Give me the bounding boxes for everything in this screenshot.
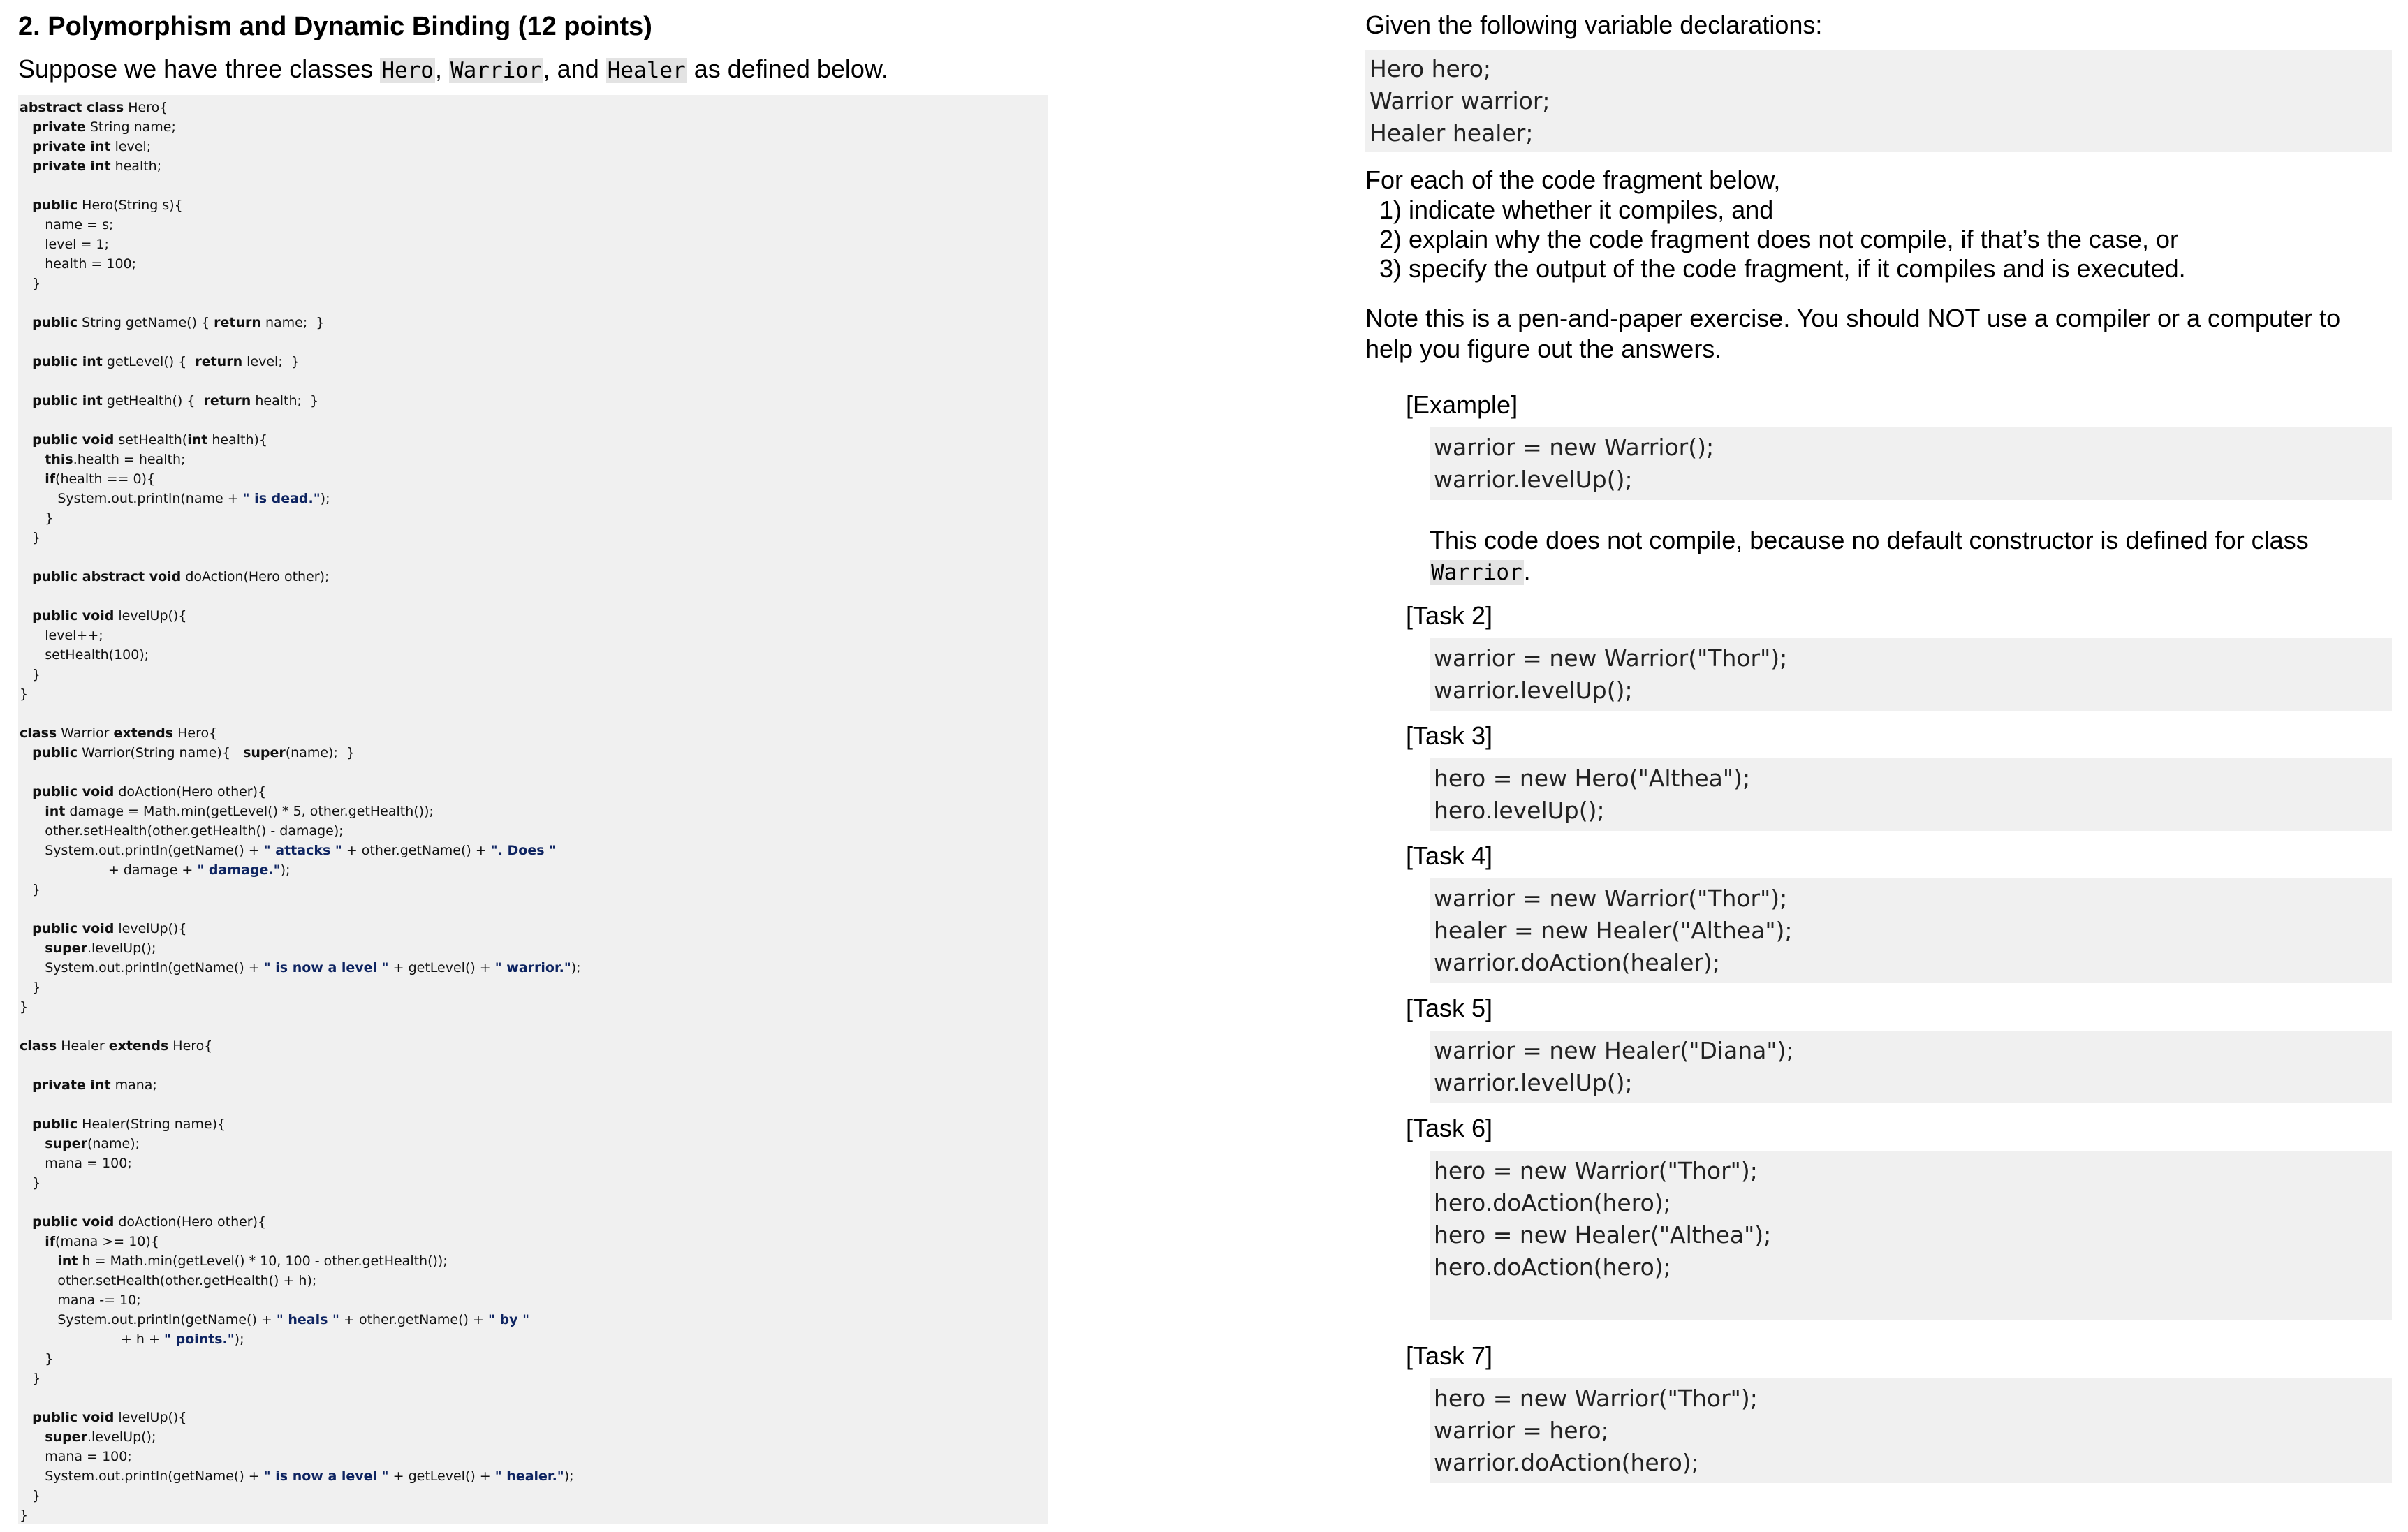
code-line — [20, 528, 1048, 547]
code-line — [20, 1290, 1048, 1310]
keyword: extends — [113, 726, 174, 741]
task-label: [Task 2] — [1406, 601, 1493, 630]
keyword: public void — [32, 1410, 115, 1425]
code-text — [20, 1234, 45, 1249]
class-healer-code: Healer — [607, 58, 686, 83]
instructions-list — [1365, 196, 2392, 283]
code-line — [20, 723, 1048, 743]
code-line — [20, 1369, 1048, 1388]
code-line — [20, 235, 1048, 254]
code-line: warrior.doAction(healer); — [1434, 949, 1720, 976]
string-literal: " heals " — [276, 1312, 339, 1327]
code-text: Healer — [57, 1038, 109, 1054]
code-line — [20, 371, 1048, 391]
code-text — [20, 1214, 32, 1230]
keyword: if — [45, 471, 56, 487]
code-text: levelUp(){ — [114, 921, 187, 936]
code-line — [20, 860, 1048, 880]
code-text: Warrior — [57, 726, 114, 741]
code-text: + h + — [20, 1332, 164, 1347]
code-text: (name); } — [285, 745, 355, 760]
code-line — [20, 1193, 1048, 1212]
string-literal: " by " — [487, 1312, 529, 1327]
code-line — [20, 626, 1048, 645]
string-literal: " warrior." — [494, 960, 571, 975]
example-answer — [1430, 525, 2392, 588]
intro-text — [18, 53, 1048, 87]
code-line: healer = new Healer("Althea"); — [1434, 917, 1793, 944]
code-line: hero.doAction(hero); — [1434, 1253, 1671, 1281]
code-text: levelUp(){ — [114, 608, 187, 624]
code-line — [20, 821, 1048, 841]
keyword: int — [57, 1253, 78, 1269]
code-text — [20, 1253, 57, 1269]
code-text: + other.getName() + — [342, 843, 491, 858]
code-line — [20, 763, 1048, 782]
code-text: } — [20, 1371, 41, 1386]
keyword: this — [45, 452, 73, 467]
code-text: ); — [571, 960, 581, 975]
code-line — [20, 1310, 1048, 1330]
string-literal: " is dead." — [242, 491, 321, 506]
keyword: int — [45, 804, 66, 819]
code-text — [20, 921, 32, 936]
code-line — [20, 782, 1048, 802]
code-text: } — [20, 1488, 41, 1503]
code-line: warrior = new Warrior("Thor"); — [1434, 885, 1788, 912]
keyword: public — [32, 745, 78, 760]
code-text — [20, 1117, 32, 1132]
keyword: private int — [32, 1077, 111, 1093]
code-line — [20, 997, 1048, 1017]
intro-post: as defined below. — [687, 54, 888, 83]
code-line — [20, 98, 1048, 117]
code-line: warrior = new Healer("Diana"); — [1434, 1037, 1794, 1064]
keyword: public void — [32, 1214, 115, 1230]
keyword: public void — [32, 784, 115, 800]
string-literal: " is now a level " — [263, 1468, 389, 1484]
code-line — [20, 880, 1048, 899]
answer-class-code: Warrior — [1431, 560, 1522, 585]
code-text: Warrior(String name){ — [78, 745, 244, 760]
code-line — [20, 1056, 1048, 1075]
code-line — [20, 606, 1048, 626]
code-line — [20, 293, 1048, 313]
code-text — [20, 354, 32, 369]
code-line — [20, 1036, 1048, 1056]
code-text: } — [20, 510, 54, 526]
instruction-item: 2) explain why the code fragment does not compile, if that’s the case, or — [1379, 225, 2178, 253]
code-text: doAction(Hero other); — [181, 569, 330, 584]
given-text: Given the following variable declarations: — [1365, 10, 1823, 39]
answer-pre: This code does not compile, because no default constructor is defined for class — [1430, 526, 2309, 554]
code-text: System.out.println(getName() + — [20, 843, 264, 858]
right-column — [1365, 10, 2392, 1493]
code-text: System.out.println(getName() + — [20, 1312, 277, 1327]
code-text: .levelUp(); — [87, 1429, 156, 1445]
code-text: Hero{ — [173, 726, 218, 741]
task-code-block — [1430, 878, 2392, 983]
keyword: class — [20, 1038, 57, 1054]
code-line — [20, 1349, 1048, 1369]
example-code-block — [1430, 427, 2392, 500]
code-line: hero = new Warrior("Thor"); — [1434, 1157, 1758, 1184]
keyword: public void — [32, 921, 115, 936]
code-text: getLevel() { — [102, 354, 196, 369]
code-line — [20, 547, 1048, 567]
code-text: Hero{ — [124, 100, 168, 115]
task-code-block — [1430, 1151, 2392, 1320]
code-text: } — [20, 1508, 29, 1523]
code-line — [20, 411, 1048, 430]
string-literal: " healer." — [494, 1468, 564, 1484]
keyword: super — [45, 1136, 87, 1151]
keyword: super — [243, 745, 286, 760]
code-text: level = 1; — [20, 237, 109, 252]
code-text — [20, 569, 32, 584]
code-text — [20, 139, 32, 154]
task-code-block — [1430, 638, 2392, 711]
code-line — [20, 919, 1048, 938]
code-text — [20, 198, 32, 213]
code-line: hero = new Warrior("Thor"); — [1434, 1385, 1758, 1412]
code-text: .levelUp(); — [87, 941, 156, 956]
code-text: Healer(String name){ — [78, 1117, 226, 1132]
code-text: doAction(Hero other){ — [114, 784, 267, 800]
code-text: mana = 100; — [20, 1449, 132, 1464]
code-line: hero = new Healer("Althea"); — [1434, 1221, 1772, 1249]
code-text: doAction(Hero other){ — [114, 1214, 267, 1230]
code-text — [20, 471, 45, 487]
keyword: private int — [32, 159, 111, 174]
code-line — [20, 1212, 1048, 1232]
task-label: [Task 6] — [1406, 1114, 1493, 1142]
code-line: hero = new Hero("Althea"); — [1434, 765, 1751, 792]
code-line — [20, 1466, 1048, 1486]
code-text: health = 100; — [20, 256, 137, 272]
keyword: int — [187, 432, 208, 448]
keyword: public void — [32, 608, 115, 624]
code-text: getHealth() { — [102, 393, 204, 408]
code-line — [20, 743, 1048, 763]
code-text: + damage + — [20, 862, 198, 878]
code-line — [20, 1447, 1048, 1466]
class-hero-code: Hero — [381, 58, 434, 83]
code-line: Healer healer; — [1370, 119, 1534, 147]
code-text: } — [20, 999, 29, 1015]
code-line — [20, 802, 1048, 821]
code-line — [20, 1427, 1048, 1447]
code-line — [20, 1251, 1048, 1271]
instruction-item: 3) specify the output of the code fragment, if it compiles and is executed. — [1379, 254, 2186, 283]
code-text: Hero(String s){ — [78, 198, 183, 213]
code-line — [20, 176, 1048, 196]
code-line — [20, 117, 1048, 137]
code-line: Warrior warrior; — [1370, 87, 1550, 115]
code-line — [20, 841, 1048, 860]
code-text: damage = Math.min(getLevel() * 5, other.getHealth()); — [65, 804, 434, 819]
blank-line — [1434, 1283, 2388, 1316]
code-line — [20, 958, 1048, 978]
intro-pre: Suppose we have three classes — [18, 54, 381, 83]
keyword: if — [45, 1234, 56, 1249]
code-line — [20, 254, 1048, 274]
code-text: + getLevel() + — [388, 960, 495, 975]
task-code-block — [1430, 1378, 2392, 1483]
code-line — [20, 274, 1048, 293]
code-line: warrior = new Warrior(); — [1434, 434, 1715, 461]
code-line — [20, 196, 1048, 215]
example-label: [Example] — [1406, 390, 1518, 419]
code-text — [20, 119, 32, 135]
code-text — [20, 452, 45, 467]
task-code-block — [1430, 1031, 2392, 1103]
code-line: warrior = hero; — [1434, 1417, 1609, 1444]
code-line — [20, 1114, 1048, 1134]
code-text: .health = health; — [73, 452, 186, 467]
code-text: } — [20, 1175, 41, 1191]
code-line: warrior = new Warrior("Thor"); — [1434, 645, 1788, 672]
code-line — [20, 469, 1048, 489]
code-text — [20, 1136, 45, 1151]
code-text: String getName() { — [78, 315, 214, 330]
code-text: level; } — [242, 354, 300, 369]
keyword: return — [214, 315, 261, 330]
task-code-block — [1430, 758, 2392, 831]
code-line — [20, 352, 1048, 371]
code-text: } — [20, 530, 41, 545]
task-label: [Task 4] — [1406, 841, 1493, 870]
answer-post: . — [1523, 557, 1531, 585]
code-text: + other.getName() + — [339, 1312, 488, 1327]
task-label: [Task 7] — [1406, 1341, 1493, 1370]
code-text: } — [20, 980, 41, 995]
keyword: public — [32, 1117, 78, 1132]
code-text: setHealth( — [114, 432, 188, 448]
code-line — [20, 430, 1048, 450]
code-line — [20, 1271, 1048, 1290]
code-text: String name; — [85, 119, 176, 135]
code-line — [20, 1095, 1048, 1114]
keyword: super — [45, 941, 87, 956]
instruction-item: 1) indicate whether it compiles, and — [1379, 196, 1774, 224]
code-text: name = s; — [20, 217, 114, 233]
code-line: hero.levelUp(); — [1434, 797, 1605, 824]
code-text — [20, 608, 32, 624]
code-text: } — [20, 276, 41, 291]
code-line: warrior.levelUp(); — [1434, 677, 1633, 704]
code-line — [20, 313, 1048, 332]
code-line — [20, 1134, 1048, 1154]
code-text — [20, 432, 32, 448]
keyword: super — [45, 1429, 87, 1445]
declarations-code-block — [1365, 50, 2392, 152]
code-text — [20, 941, 45, 956]
code-text: health){ — [207, 432, 268, 448]
code-line — [20, 938, 1048, 958]
keyword: public — [32, 315, 78, 330]
question-heading: 2. Polymorphism and Dynamic Binding (12 points) — [18, 12, 652, 41]
code-text: } — [20, 686, 29, 702]
keyword: private int — [32, 139, 111, 154]
code-line — [20, 1075, 1048, 1095]
code-text: level; — [110, 139, 152, 154]
code-text: } — [20, 667, 41, 682]
string-literal: " is now a level " — [263, 960, 389, 975]
code-line — [20, 137, 1048, 156]
code-text — [20, 1429, 45, 1445]
code-line — [20, 704, 1048, 723]
code-line: hero.doAction(hero); — [1434, 1189, 1671, 1216]
code-text — [20, 1077, 32, 1093]
code-line — [20, 665, 1048, 684]
code-text: other.setHealth(other.getHealth() - damage); — [20, 823, 344, 839]
code-text — [20, 804, 45, 819]
code-text: mana; — [110, 1077, 157, 1093]
code-text: mana -= 10; — [20, 1292, 141, 1308]
code-text: setHealth(100); — [20, 647, 149, 663]
keyword: public void — [32, 432, 115, 448]
left-column — [18, 10, 1048, 1524]
code-text: System.out.println(name + — [20, 491, 243, 506]
code-text: Hero{ — [168, 1038, 213, 1054]
code-line — [20, 391, 1048, 411]
code-text: h = Math.min(getLevel() * 10, 100 - other.getHealth()); — [78, 1253, 448, 1269]
code-text: name; } — [260, 315, 325, 330]
keyword: return — [195, 354, 243, 369]
task-label: [Task 3] — [1406, 721, 1493, 750]
code-line — [20, 899, 1048, 919]
code-line — [20, 1330, 1048, 1349]
keyword: public abstract void — [32, 569, 182, 584]
code-line — [20, 1408, 1048, 1427]
instructions-intro: For each of the code fragment below, — [1365, 165, 1781, 194]
code-line — [20, 645, 1048, 665]
code-line — [20, 1017, 1048, 1036]
code-text — [20, 1410, 32, 1425]
code-text: other.setHealth(other.getHealth() + h); — [20, 1273, 317, 1288]
code-text — [20, 784, 32, 800]
string-literal: " points." — [163, 1332, 235, 1347]
code-text: ); — [320, 491, 330, 506]
note-text: Note this is a pen-and-paper exercise. You should NOT use a compiler or a computer to help you figure out the answers. — [1365, 304, 2341, 363]
code-text: (health == 0){ — [55, 471, 156, 487]
code-line: Hero hero; — [1370, 55, 1492, 82]
code-line — [20, 978, 1048, 997]
code-line — [20, 1388, 1048, 1408]
code-line — [20, 450, 1048, 469]
keyword: return — [203, 393, 251, 408]
code-text: ); — [280, 862, 291, 878]
keyword: class — [20, 726, 57, 741]
code-text: mana = 100; — [20, 1156, 132, 1171]
code-line — [20, 332, 1048, 352]
code-text — [20, 159, 32, 174]
code-line: warrior.levelUp(); — [1434, 1069, 1633, 1096]
intro-sep2: , and — [543, 54, 606, 83]
code-text: } — [20, 882, 41, 897]
class-warrior-code: Warrior — [450, 58, 542, 83]
code-text: health; — [110, 159, 162, 174]
task-list — [1406, 601, 2392, 1483]
keyword: public int — [32, 393, 103, 408]
code-line — [20, 489, 1048, 508]
code-line — [20, 1486, 1048, 1505]
code-text: health; } — [251, 393, 319, 408]
keyword: private — [32, 119, 86, 135]
keyword: extends — [108, 1038, 169, 1054]
code-text — [20, 393, 32, 408]
keyword: abstract class — [20, 100, 124, 115]
code-line — [20, 567, 1048, 587]
code-text: } — [20, 1351, 54, 1367]
code-line — [20, 1173, 1048, 1193]
code-text: ); — [564, 1468, 574, 1484]
string-literal: " attacks " — [263, 843, 342, 858]
code-text — [20, 315, 32, 330]
code-line — [20, 508, 1048, 528]
class-definitions-code-block — [18, 95, 1048, 1524]
code-text: ); — [234, 1332, 244, 1347]
code-text — [20, 745, 32, 760]
code-text: + getLevel() + — [388, 1468, 495, 1484]
code-text: (name); — [87, 1136, 140, 1151]
task-label: [Task 5] — [1406, 994, 1493, 1022]
code-line — [20, 684, 1048, 704]
code-line — [20, 1232, 1048, 1251]
keyword: public int — [32, 354, 103, 369]
code-line: warrior.levelUp(); — [1434, 466, 1633, 493]
code-line — [20, 156, 1048, 176]
code-line: warrior.doAction(hero); — [1434, 1449, 1699, 1476]
code-line — [20, 215, 1048, 235]
code-text: (mana >= 10){ — [55, 1234, 159, 1249]
code-text: level++; — [20, 628, 103, 643]
code-line — [20, 587, 1048, 606]
code-text: System.out.println(getName() + — [20, 1468, 264, 1484]
string-literal: ". Does " — [490, 843, 557, 858]
code-line — [20, 1505, 1048, 1525]
keyword: public — [32, 198, 78, 213]
string-literal: " damage." — [197, 862, 281, 878]
tasks-section — [1406, 390, 2392, 1483]
code-line — [20, 1154, 1048, 1173]
code-text: System.out.println(getName() + — [20, 960, 264, 975]
code-text: levelUp(){ — [114, 1410, 187, 1425]
intro-sep1: , — [434, 54, 449, 83]
